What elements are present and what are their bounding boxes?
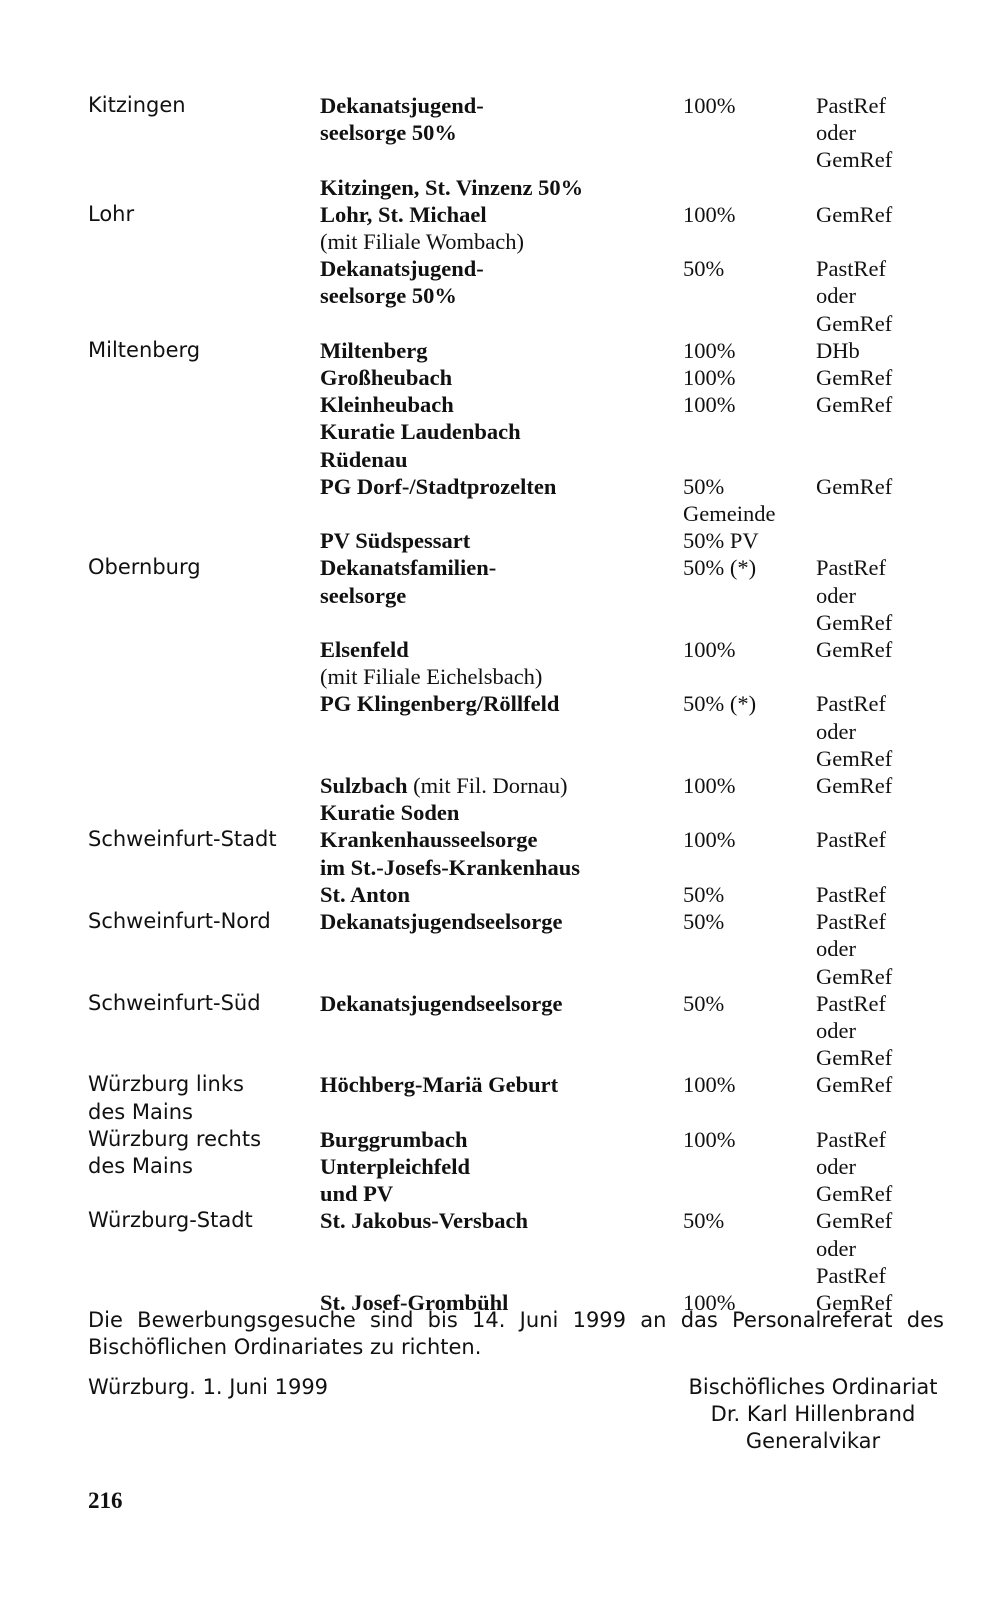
stelle-cell — [320, 1126, 683, 1208]
umfang-cell: 100% — [683, 773, 736, 799]
stelle-cell — [320, 364, 683, 391]
referent-cell: PastRef oder GemRef — [816, 990, 893, 1071]
stelle-cell — [320, 690, 683, 717]
umfang-cell: 50% (*) — [683, 555, 757, 581]
umfang-cell: 100% — [683, 1072, 736, 1098]
signature-institution: Bischöfliches Ordinariat — [688, 1375, 938, 1399]
referent-cell: GemRef — [816, 1289, 893, 1315]
stelle-text: PG Klingenberg/Röllfeld — [320, 691, 560, 717]
referent-cell: PastRef oder GemRef — [816, 93, 893, 173]
stelle-text: Kuratie Soden — [320, 800, 460, 826]
signature-title: Generalvikar — [745, 1429, 881, 1454]
referent-cell: PastRef oder GemRef — [816, 1126, 893, 1207]
table-row — [88, 527, 968, 554]
umfang-cell: 50% PV — [683, 528, 759, 554]
page-number: 216 — [88, 1488, 123, 1513]
dekanat-cell: Würzburg links des Mains — [88, 1072, 244, 1124]
stelle-cell — [320, 554, 683, 608]
stelle-text: St. Anton — [320, 881, 411, 907]
stelle-cell — [320, 92, 683, 146]
table-row — [88, 364, 968, 391]
table-row — [88, 391, 968, 473]
stelle-text: Höchberg-Mariä Geburt — [320, 1072, 559, 1098]
stelle-text: Krankenhausseelsorge im St.-Josefs-Krankenhaus — [320, 827, 581, 880]
referent-cell: PastRef oder GemRef — [816, 691, 893, 771]
umfang-cell: 50% — [683, 909, 725, 935]
stelle-text: Sulzbach — [320, 773, 408, 799]
umfang-cell: 50% — [683, 1208, 725, 1234]
stelle-text: Burggrumbach Unterpleichfeld und PV — [320, 1126, 470, 1207]
umfang-cell: 100% — [683, 201, 736, 227]
table-row — [88, 255, 968, 337]
dekanat-cell: Würzburg rechts des Mains — [88, 1126, 262, 1178]
umfang-cell: 100% — [683, 1289, 736, 1315]
stelle-text: Dekanatsjugend- seelsorge 50% — [320, 256, 484, 309]
umfang-cell: 100% — [683, 392, 736, 418]
referent-cell: GemRef — [816, 1072, 893, 1098]
stelle-text: Dekanatsjugendseelsorge — [320, 990, 563, 1016]
stelle-text: (mit Filiale Wombach) — [320, 229, 524, 255]
table-row — [88, 473, 968, 527]
umfang-cell: 50% — [683, 881, 725, 907]
stelle-cell — [320, 772, 683, 826]
stelle-text: Miltenberg — [320, 337, 428, 363]
stelle-cell — [320, 908, 683, 935]
table-row — [88, 826, 968, 880]
umfang-cell: 50% — [683, 990, 725, 1016]
referent-cell: GemRef — [816, 392, 893, 418]
stelle-text: St. Josef-Grombühl — [320, 1289, 509, 1315]
dekanat-cell: Miltenberg — [88, 337, 201, 362]
umfang-cell: 100% — [683, 1126, 736, 1152]
stelle-cell — [320, 990, 683, 1017]
table-row — [88, 881, 968, 908]
stelle-text: Elsenfeld — [320, 637, 409, 663]
dekanat-cell: Kitzingen — [88, 93, 186, 117]
stelle-cell — [320, 473, 683, 500]
table-row — [88, 690, 968, 772]
stelle-cell — [320, 826, 683, 880]
referent-cell: GemRef — [816, 473, 893, 499]
dekanat-cell: Würzburg-Stadt — [88, 1208, 253, 1233]
dekanat-cell: Schweinfurt-Stadt — [88, 827, 277, 852]
umfang-cell: 100% — [683, 637, 736, 663]
referent-cell: PastRef oder GemRef — [816, 256, 893, 336]
umfang-cell: 100% — [683, 365, 736, 391]
referent-cell: GemRef — [816, 201, 893, 227]
stelle-text: Dekanatsfamilien- seelsorge — [320, 555, 497, 608]
referent-cell: GemRef oder PastRef — [816, 1208, 893, 1288]
dekanat-cell: Obernburg — [88, 555, 201, 580]
stelle-text: Lohr, St. Michael — [320, 201, 487, 227]
stelle-cell — [320, 527, 683, 554]
stelle-cell — [320, 337, 683, 364]
table-row — [88, 1126, 968, 1208]
table-row — [88, 554, 968, 636]
stelle-text: Großheubach — [320, 365, 453, 391]
signature-block — [668, 1374, 958, 1456]
umfang-cell: 100% — [683, 93, 736, 118]
stelle-text: Kitzingen, St. Vinzenz 50% — [320, 174, 584, 200]
stelle-text: Kleinheubach Kuratie Laudenbach Rüdenau — [320, 392, 521, 472]
table-row — [88, 92, 968, 174]
table-row — [88, 772, 968, 826]
stelle-cell — [320, 1207, 683, 1234]
stelle-cell — [320, 255, 683, 309]
dekanat-cell: Schweinfurt-Nord — [88, 909, 271, 934]
stelle-text: PV Südspessart — [320, 528, 471, 554]
dekanat-cell: Lohr — [88, 201, 135, 226]
stelle-text: (mit Fil. Dornau) — [407, 773, 568, 799]
table-row — [88, 636, 968, 690]
referent-cell: GemRef — [816, 365, 893, 391]
application-deadline-note: Die Bewerbungsgesuche sind bis 14. Juni 1999 an das Personalreferat des Bischöflichen Ordinariates zu richten. — [88, 1308, 944, 1360]
umfang-cell: 100% — [683, 827, 736, 853]
umfang-cell: 50% (*) — [683, 691, 757, 717]
table-row — [88, 174, 968, 201]
table-row — [88, 337, 968, 364]
stelle-cell — [320, 1071, 683, 1098]
stelle-text: PG Dorf-/Stadtprozelten — [320, 473, 557, 499]
place-and-date: Würzburg. 1. Juni 1999 — [88, 1375, 329, 1399]
stelle-text: (mit Filiale Eichelsbach) — [320, 664, 543, 690]
table-row — [88, 1207, 968, 1289]
referent-cell: PastRef — [816, 881, 886, 907]
positions-table — [88, 92, 968, 1316]
umfang-cell: 50% — [683, 256, 725, 282]
umfang-cell: 50% Gemeinde — [683, 473, 776, 527]
referent-cell: PastRef oder GemRef — [816, 909, 893, 989]
stelle-cell — [320, 174, 683, 201]
referent-cell: GemRef — [816, 637, 893, 663]
dekanat-cell: Schweinfurt-Süd — [88, 990, 261, 1015]
stelle-text: St. Jakobus-Versbach — [320, 1208, 528, 1234]
umfang-cell: 100% — [683, 337, 736, 363]
table-row — [88, 201, 968, 255]
referent-cell: GemRef — [816, 773, 893, 799]
table-row — [88, 908, 968, 990]
referent-cell: DHb — [816, 337, 860, 363]
stelle-text: Dekanatsjugendseelsorge — [320, 909, 563, 935]
stelle-cell — [320, 636, 683, 690]
referent-cell: PastRef — [816, 827, 886, 853]
stelle-text: Dekanatsjugend- seelsorge 50% — [320, 93, 484, 146]
stelle-cell — [320, 201, 683, 255]
stelle-cell — [320, 881, 683, 908]
referent-cell: PastRef oder GemRef — [816, 555, 893, 635]
signature-name: Dr. Karl Hillenbrand — [710, 1402, 916, 1427]
stelle-cell — [320, 391, 683, 473]
table-row — [88, 1071, 968, 1125]
table-row — [88, 990, 968, 1072]
